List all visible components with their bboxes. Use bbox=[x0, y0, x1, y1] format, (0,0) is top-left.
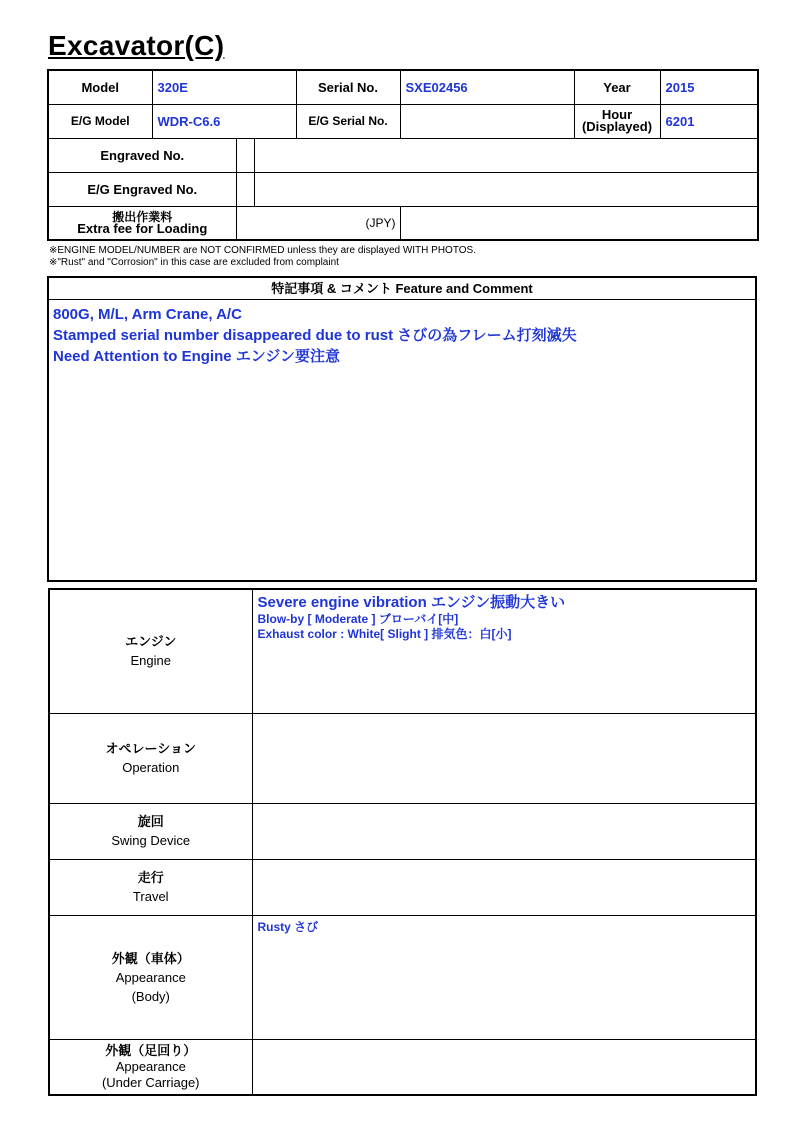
operation-label-jp: オペレーション bbox=[105, 741, 196, 756]
operation-label-en: Operation bbox=[122, 760, 180, 775]
hour-label-line2: (Displayed) bbox=[581, 119, 653, 134]
swing-detail bbox=[252, 803, 756, 859]
fee-label-jp: 搬出作業料 bbox=[112, 209, 173, 224]
engine-label-jp: エンジン bbox=[125, 634, 177, 650]
hour-label-line1: Hour bbox=[601, 107, 633, 122]
comment-header: 特記事項 & コメント Feature and Comment bbox=[49, 278, 755, 300]
body-label-en: Appearance bbox=[115, 969, 186, 985]
model-value: 320E bbox=[152, 70, 296, 104]
serial-label: Serial No. bbox=[296, 70, 400, 104]
engraved-label: Engraved No. bbox=[48, 138, 236, 172]
eg-model-value: WDR-C6.6 bbox=[152, 104, 296, 138]
fee-unit: (JPY) bbox=[236, 206, 400, 240]
eg-engraved-check-cell bbox=[236, 172, 254, 206]
inspection-row-travel bbox=[49, 859, 756, 915]
comment-line: Stamped serial number disappeared due to rust さびの為フレーム打刻滅失 bbox=[53, 327, 577, 344]
undercarriage-detail bbox=[252, 1039, 756, 1095]
fee-label-en: Extra fee for Loading bbox=[77, 220, 208, 236]
body-label-jp: 外観（車体） bbox=[111, 950, 190, 966]
note-rust: ※"Rust" and "Corrosion" in this case are excluded from complaint bbox=[49, 257, 339, 268]
inspection-row-operation bbox=[49, 713, 756, 803]
engine-detail-line: Severe engine vibration エンジン振動大きい bbox=[257, 594, 566, 611]
body-category bbox=[49, 915, 252, 1039]
comment-line: Need Attention to Engine エンジン要注意 bbox=[53, 348, 341, 365]
inspection-table bbox=[48, 588, 757, 1096]
eg-serial-value bbox=[400, 104, 574, 138]
engine-category bbox=[49, 589, 252, 713]
engine-detail-line: Blow-by [ Moderate ] ブローバイ[中] bbox=[257, 612, 459, 626]
operation-detail bbox=[252, 713, 756, 803]
info-row-model bbox=[48, 70, 758, 104]
body-detail bbox=[252, 915, 756, 1039]
page-title: Excavator(C) bbox=[48, 30, 225, 61]
inspection-row-body bbox=[49, 915, 756, 1039]
model-label: Model bbox=[48, 70, 152, 104]
hour-value: 6201 bbox=[660, 104, 758, 138]
eg-model-label: E/G Model bbox=[48, 104, 152, 138]
operation-category bbox=[49, 713, 252, 803]
eg-engraved-value bbox=[254, 172, 758, 206]
inspection-row-swing bbox=[49, 803, 756, 859]
travel-category bbox=[49, 859, 252, 915]
inspection-row-undercarriage bbox=[49, 1039, 756, 1095]
comment-line: 800G, M/L, Arm Crane, A/C bbox=[53, 306, 242, 323]
info-row-eg-model bbox=[48, 104, 758, 138]
year-value: 2015 bbox=[660, 70, 758, 104]
inspection-row-engine bbox=[49, 589, 756, 713]
body-label-en: (Body) bbox=[131, 988, 170, 1004]
swing-category bbox=[49, 803, 252, 859]
eg-serial-label: E/G Serial No. bbox=[296, 104, 400, 138]
info-row-fee bbox=[48, 206, 758, 240]
disclaimer-notes bbox=[49, 245, 476, 269]
travel-label-jp: 走行 bbox=[137, 870, 164, 885]
engraved-value bbox=[254, 138, 758, 172]
body-detail-line: Rusty さび bbox=[257, 919, 319, 934]
fee-value bbox=[400, 206, 758, 240]
travel-detail bbox=[252, 859, 756, 915]
info-row-eg-engraved bbox=[48, 172, 758, 206]
engine-detail-line: Exhaust color : White[ Slight ] 排気色：白[小] bbox=[257, 627, 512, 641]
fee-label bbox=[48, 206, 236, 240]
eg-engraved-label: E/G Engraved No. bbox=[48, 172, 236, 206]
undercarriage-category bbox=[49, 1039, 252, 1095]
info-table bbox=[47, 69, 759, 241]
engine-detail bbox=[252, 589, 756, 713]
comment-box bbox=[47, 276, 757, 582]
serial-value: SXE02456 bbox=[400, 70, 574, 104]
comment-body bbox=[49, 300, 755, 371]
undercarriage-label-en: (Under Carriage) bbox=[101, 1074, 200, 1090]
hour-label bbox=[574, 104, 660, 138]
year-label: Year bbox=[574, 70, 660, 104]
swing-label-en: Swing Device bbox=[111, 833, 191, 848]
engraved-check-cell bbox=[236, 138, 254, 172]
note-engine: ※ENGINE MODEL/NUMBER are NOT CONFIRMED unless they are displayed WITH PHOTOS. bbox=[49, 245, 476, 256]
engine-label-en: Engine bbox=[130, 653, 171, 669]
info-row-engraved bbox=[48, 138, 758, 172]
undercarriage-label-jp: 外観（足回り） bbox=[105, 1042, 197, 1058]
travel-label-en: Travel bbox=[132, 889, 169, 904]
undercarriage-label-en: Appearance bbox=[115, 1058, 186, 1074]
swing-label-jp: 旋回 bbox=[137, 814, 164, 829]
